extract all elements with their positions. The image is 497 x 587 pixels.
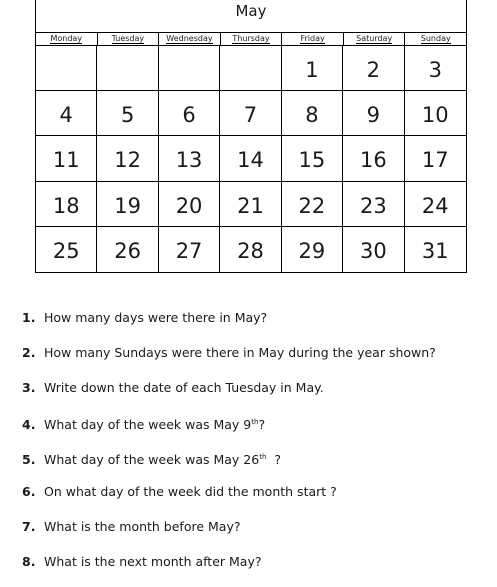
question-3 [22, 376, 492, 411]
day-cell: 17 [405, 136, 466, 181]
day-cell: 3 [405, 46, 466, 91]
day-cell: 16 [343, 136, 404, 181]
question-text: On what day of the week did the month start ? [44, 483, 337, 499]
weekday-sunday: Sunday [420, 34, 451, 43]
day-cell: 13 [159, 136, 220, 181]
day-cell: 29 [282, 227, 343, 272]
weekday-wednesday: Wednesday [159, 33, 221, 45]
calendar-day-grid [36, 46, 466, 272]
calendar-month-title: May [36, 0, 466, 33]
ordinal-suffix: th [259, 453, 267, 462]
question-text: What day of the week was May 26 [44, 452, 260, 468]
day-cell [220, 46, 281, 91]
question-6 [22, 480, 492, 515]
day-cell: 28 [220, 227, 281, 272]
question-number: 5. [22, 452, 36, 468]
day-cell: 12 [97, 136, 158, 181]
day-cell: 4 [36, 91, 97, 136]
day-cell: 21 [220, 182, 281, 227]
question-number: 6. [22, 483, 36, 499]
day-cell: 20 [159, 182, 220, 227]
day-cell: 9 [343, 91, 404, 136]
day-cell: 11 [36, 136, 97, 181]
day-cell: 25 [36, 227, 97, 272]
question-2 [22, 341, 492, 376]
day-cell [159, 46, 220, 91]
day-cell: 15 [282, 136, 343, 181]
day-cell: 31 [421, 239, 449, 264]
day-cell: 14 [220, 136, 281, 181]
question-text: What is the next month after May? [44, 553, 262, 569]
day-cell: 27 [159, 227, 220, 272]
question-number: 7. [22, 518, 36, 534]
day-cell [97, 46, 158, 91]
weekday-header-row [36, 33, 466, 46]
day-cell: 24 [405, 182, 466, 227]
day-cell: 19 [97, 182, 158, 227]
question-list [22, 306, 492, 584]
question-text: How many days were there in May? [44, 310, 268, 325]
day-cell: 5 [97, 91, 158, 136]
question-number: 2. [22, 344, 36, 360]
question-text: Write down the date of each Tuesday in May. [44, 379, 324, 395]
question-text: What day of the week was May 9 [44, 417, 252, 433]
weekday-thursday: Thursday [221, 33, 283, 45]
question-number: 4. [22, 417, 36, 433]
question-text: What is the month before May? [44, 518, 241, 534]
day-cell [36, 46, 97, 91]
question-text-end: ? [266, 452, 281, 468]
day-cell: 30 [343, 227, 404, 272]
day-cell: 23 [343, 182, 404, 227]
day-cell: 6 [159, 91, 220, 136]
day-cell: 1 [282, 46, 343, 91]
day-cell: 2 [343, 46, 404, 91]
weekday-monday: Monday [36, 33, 98, 45]
may-calendar [35, 0, 467, 273]
day-cell: 7 [220, 91, 281, 136]
question-number: 3. [22, 379, 36, 395]
day-cell: 10 [405, 91, 466, 136]
weekday-saturday: Saturday [344, 33, 406, 45]
day-cell: 8 [282, 91, 343, 136]
question-text: How many Sundays were there in May during the year shown? [44, 344, 436, 360]
question-number: 8. [22, 553, 36, 569]
question-number: 1. [22, 310, 36, 325]
day-cell: 26 [97, 227, 158, 272]
day-cell: 22 [282, 182, 343, 227]
question-7 [22, 515, 492, 550]
ordinal-suffix: th [251, 418, 259, 427]
weekday-friday: Friday [282, 33, 344, 45]
question-4 [22, 410, 492, 445]
question-8 [22, 550, 492, 585]
question-5 [22, 445, 492, 480]
question-text-end: ? [258, 417, 266, 433]
question-1 [22, 306, 492, 341]
weekday-tuesday: Tuesday [98, 33, 160, 45]
day-cell: 18 [36, 182, 97, 227]
